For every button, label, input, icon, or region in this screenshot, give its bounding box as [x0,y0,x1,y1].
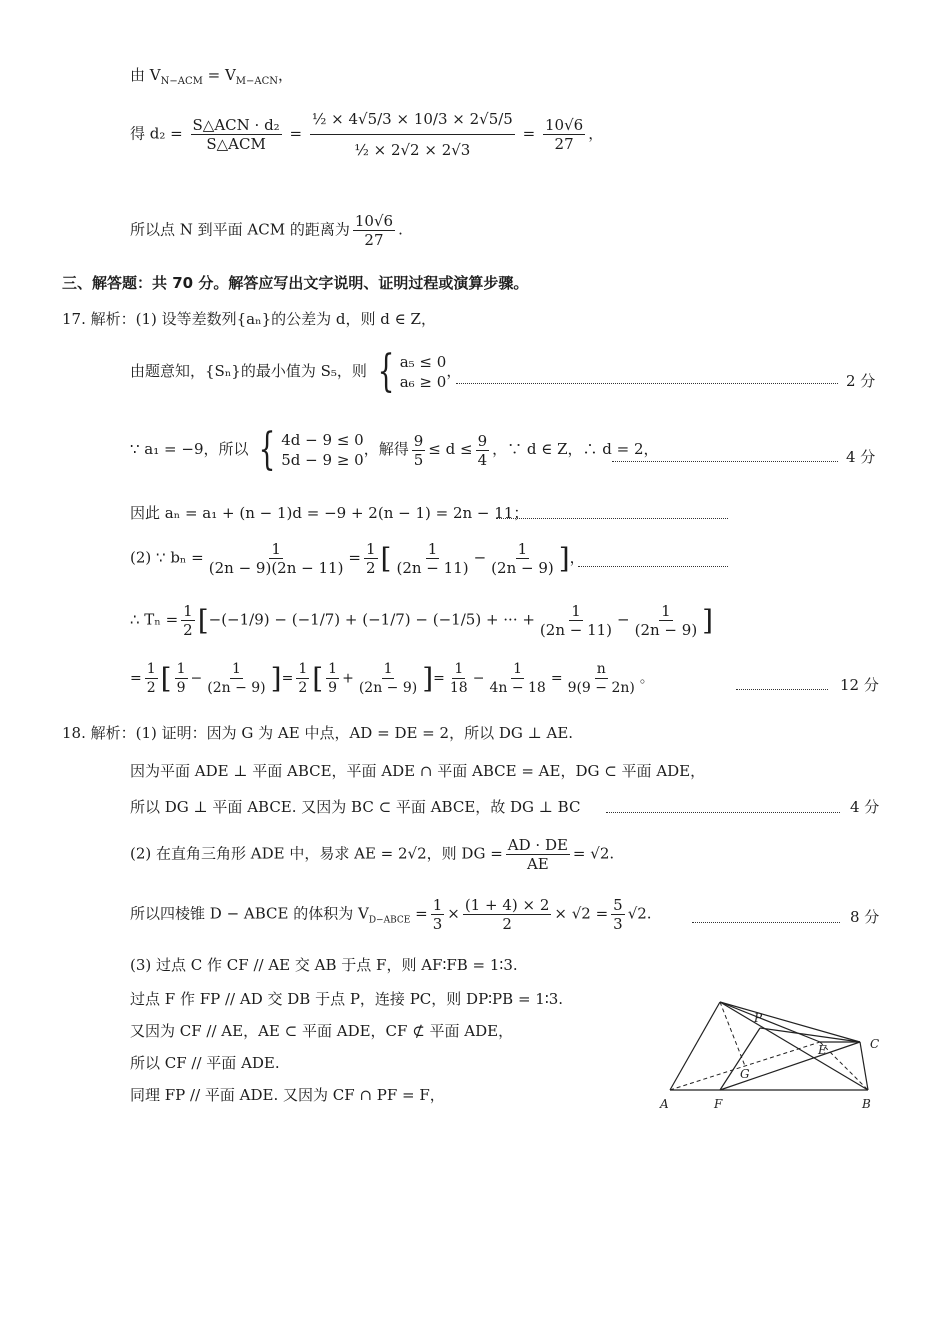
fraction [448,660,470,697]
denominator: AE [526,855,549,873]
q17-line-4: (2) ∵ bₙ = $\frac{1}{(2n - 9)(2n - 11)}$ = $\frac{1}{2}$ [ $\frac{1}{(2n - 11)}$ − $\frac{1}{(2n - 9)}$ ]， [130,540,585,577]
q17-l2-system: { 4d − 9 ≤ 0 5d − 9 ≥ 0 [258,424,364,475]
denominator: 18 [449,680,468,696]
numerator: 1 [454,661,464,677]
numerator: 9 [477,431,488,450]
q18-l4-c: √2. [627,904,652,923]
q18-l3-a: (2) 在直角三角形 ADE 中，易求 AE = 2√2，则 DG = [130,844,503,863]
dot-leader [692,922,840,923]
denominator: (2n − 11) [539,621,613,639]
numerator: 1 [432,896,443,914]
q17-line-6: = $\frac{1}{2}$ [ $\frac{1}{9}$ − $\frac{1}{(2n - 9)}$ ]= $\frac{1}{2}$ [ $\frac{1}{9}$ + $\frac{1}{(2n - 9)}$ ]= $\frac{1}{18}$ − $\frac{1}{4n - 18}$ = $\frac{n}{9(9 - 2n)}$ 。 [130,661,654,696]
q18-line-8: 所以 CF // 平面 ADE. [130,1054,280,1072]
q17-l2-c: ，∵ d ∈ Z，∴ d = 2， [492,440,659,458]
prev-l2-bigfrac [310,110,515,159]
denominator: 5 [413,450,424,469]
label-P: P [754,1011,763,1025]
denominator: (2n − 11) [396,559,469,577]
numerator: 10√6 [545,116,584,134]
q18-l4-sub: D−ABCE [368,915,411,926]
denominator: (2n − 9) [491,559,554,577]
numerator: (1 + 4) × 2 [464,896,550,914]
fraction [181,602,195,639]
denominator: (2n − 9) [634,621,698,639]
fraction [538,602,614,639]
q18-line-6: 过点 F 作 FP // AD 交 DB 于点 P，连接 PC，则 DP∶PB = 1∶3. [130,990,564,1008]
q17-l1-end: ， [446,362,462,380]
prev-l3-frac [353,212,395,249]
pyramid-figure [650,990,890,1120]
dot-leader [736,689,828,690]
q17-l6-eq: = [281,670,294,687]
edge-CF [720,1042,860,1090]
numerator: 1 [271,540,281,558]
score-label: 8 分 [850,908,880,926]
numerator: 1 [146,661,156,677]
denominator: 9 [176,680,186,696]
q18-line-7: 又因为 CF // AE，AE ⊂ 平面 ADE，CF ⊄ 平面 ADE， [130,1022,514,1040]
q17-l4-a: (2) ∵ bₙ = [130,548,204,567]
numerator: 1 [517,540,528,558]
denominator: S△ACM [206,135,266,153]
edge-DC [720,1002,860,1042]
prev-l1-sub2: M−ACN [235,76,279,87]
q17-l4-eq: = [348,548,361,567]
fraction [489,540,556,577]
fraction [175,660,188,697]
q17-l2-a: ∵ a₁ = −9，所以 [130,440,249,458]
fraction [633,602,700,639]
label-C: C [870,1037,880,1051]
q17-l6-end: 。 [639,670,654,687]
fraction [476,432,490,469]
q17-l6-m1: − [190,670,203,687]
score-label: 12 分 [840,676,879,694]
denominator: 3 [432,915,443,933]
denominator: 2 [502,915,512,933]
numerator: 5 [613,896,623,914]
fraction [364,540,378,577]
numerator: 1 [183,602,193,620]
denominator: 27 [554,135,574,153]
denominator: (2n − 9) [358,680,418,696]
denominator: 2 [183,621,193,639]
prev-line-2 [130,110,603,159]
denominator: 27 [364,231,384,249]
q17-l6-eq2: = [433,670,445,687]
q18-title: 18. 解析：(1) 证明：因为 G 为 AE 中点，AD = DE = 2，所以 DG ⊥ AE. [62,724,574,742]
numerator: 1 [571,602,581,620]
fraction [394,540,470,577]
fraction [463,896,552,933]
dot-leader [456,383,838,384]
fraction [326,660,339,697]
system-row: a₆ ≥ 0 [399,373,447,391]
section-heading: 三、解答题：共 70 分。解答应写出文字说明、证明过程或演算步骤。 [62,274,529,292]
q17-line-2 [130,424,659,475]
q17-l5-minus: − [617,610,630,629]
q18-line-2: 所以 DG ⊥ 平面 ABCE. 又因为 BC ⊂ 平面 ABCE，故 DG ⊥ BC [130,798,581,816]
dot-leader [612,461,838,462]
dot-leader [496,518,728,519]
q17-line-1 [130,346,462,397]
q17-l2-mid: ≤ d ≤ [428,440,473,458]
denominator: 2 [366,559,376,577]
denominator: 9 [328,680,338,696]
q17-title: 17. 解析：(1) 设等差数列{aₙ}的公差为 d，则 d ∈ Z， [62,310,436,328]
prev-l1-sub1: N−ACM [160,76,203,87]
label-A: A [660,1097,669,1111]
q17-l6-a: = [130,670,142,687]
numerator: ½ × 4√5/3 × 10/3 × 2√5/5 [310,110,515,135]
prev-l2-eq2: = [522,124,536,143]
q18-l4-a: 所以四棱锥 D − ABCE 的体积为 V [130,904,369,923]
score-label: 4 分 [846,448,876,466]
numerator: n [596,661,606,677]
denominator: ½ × 2√2 × 2√3 [354,141,471,159]
prev-l3-text: 所以点 N 到平面 ACM 的距离为 [130,220,350,239]
prev-l1-mid: = V [202,66,236,84]
fraction [145,660,158,697]
q17-l4-minus: − [473,548,487,567]
dot-leader [606,812,840,813]
label-E: E [818,1043,827,1057]
q18-l4-x: × [447,904,460,923]
q18-l4-b: × √2 = [554,904,609,923]
denominator: 2 [298,680,308,696]
q17-l1-text: 由题意知，{Sₙ}的最小值为 S₅，则 [130,362,367,380]
numerator: 10√6 [354,212,394,230]
edge-DE [720,1002,820,1042]
prev-line-3 [130,212,403,249]
numerator: AD · DE [507,836,568,854]
numerator: 1 [366,540,376,558]
numerator: 9 [413,431,424,450]
fraction [431,896,445,933]
fraction [506,836,570,873]
q18-line-1: 因为平面 ADE ⊥ 平面 ABCE，平面 ADE ∩ 平面 ABCE = AE，DG ⊂ 平面 ADE， [130,762,706,780]
prev-l2-eq1: = [289,124,303,143]
prev-l2-frac [191,116,282,153]
numerator: 1 [513,661,523,677]
numerator: 1 [328,661,338,677]
q17-line-5: ∴ Tₙ = $\frac{1}{2}$ [−(−1/9) − (−1/7) + (−1/7) − (−1/5) + ··· + $\frac{1}{(2n - 11)}$ − $\frac{1}{(2n - 9)}$ ] [130,602,714,639]
q17-l5-body: −(−1/9) − (−1/7) + (−1/7) − (−1/5) + ··· + [208,610,535,629]
q18-l4-eq: = [410,904,428,923]
denominator: 4 [477,450,488,469]
fraction [611,896,625,933]
prev-l1: 由 V [130,66,161,84]
prev-l2-result [543,116,585,153]
fraction [487,660,547,697]
numerator: 1 [661,602,671,620]
fraction [412,432,426,469]
fraction [357,660,419,697]
denominator: 3 [613,915,623,933]
label-F: F [714,1097,723,1111]
q17-line-3: 因此 aₙ = a₁ + (n − 1)d = −9 + 2(n − 1) = 2n − 11； [130,504,529,522]
q18-line-5: (3) 过点 C 作 CF // AE 交 AB 于点 F，则 AF∶FB = 1∶3. [130,956,518,974]
system-row: a₅ ≤ 0 [399,353,447,371]
denominator: (2n − 9)(2n − 11) [208,559,344,577]
numerator: 1 [231,661,241,677]
q18-line-9: 同理 FP // 平面 ADE. 又因为 CF ∩ PF = F， [130,1086,445,1104]
q17-l4-end: ， [569,548,585,567]
denominator: 9(9 − 2n) [567,680,635,696]
numerator: 1 [427,540,438,558]
score-label: 4 分 [850,798,880,816]
fraction [566,660,637,697]
numerator: 1 [176,661,186,677]
q17-l6-m2: − [472,670,485,687]
dot-leader [578,566,728,567]
q17-l1-system: { a₅ ≤ 0 a₆ ≥ 0 [377,346,447,397]
numerator: S△ACN · d₂ [192,116,280,134]
q18-line-4 [130,896,652,933]
system-row: 5d − 9 ≥ 0 [281,451,364,469]
edge-DG [720,1002,745,1066]
q18-l3-b: = √2. [572,844,615,863]
q18-line-3 [130,836,614,873]
prev-l3-end: . [398,220,403,239]
prev-l2-end: ， [588,124,604,143]
q17-l2-b: ，解得 [363,440,409,458]
q17-l6-eq3: = [550,670,563,687]
denominator: 4n − 18 [489,680,546,696]
label-B: B [862,1097,871,1111]
numerator: 1 [298,661,308,677]
fraction [296,660,309,697]
numerator: 1 [383,661,393,677]
prev-l1-end: ， [278,66,294,84]
denominator: 2 [146,680,156,696]
system-row: 4d − 9 ≤ 0 [281,431,364,449]
label-G: G [740,1067,750,1081]
q17-l5-a: ∴ Tₙ = [130,610,179,629]
prev-l2-prefix: 得 d₂ = [130,124,183,143]
prev-line-1 [130,64,293,93]
fraction [205,660,267,697]
fraction [207,540,346,577]
score-label: 2 分 [846,372,876,390]
q17-l6-plus: + [342,670,354,687]
denominator: (2n − 9) [207,680,266,696]
